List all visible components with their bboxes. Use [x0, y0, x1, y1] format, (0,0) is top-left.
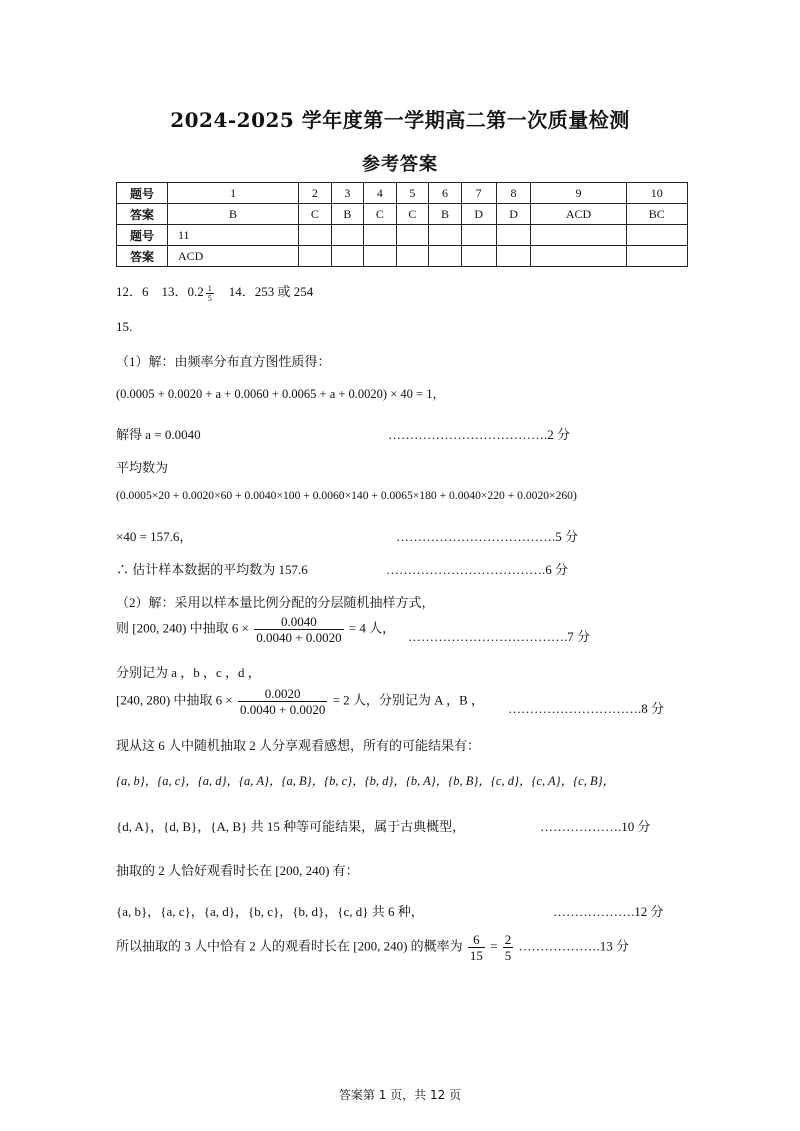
- table-cell: [331, 246, 364, 267]
- answer-q14: 14．253 或 254: [228, 284, 314, 299]
- draw1-suffix: = 4 人，: [348, 620, 396, 636]
- event-text: 抽取的 2 人恰好观看时长在 [200, 240) 有：: [116, 863, 359, 878]
- score-13: ……………….13 分: [518, 938, 630, 954]
- table-cell: C: [364, 204, 397, 225]
- fraction-numerator: 6: [468, 932, 485, 948]
- outcomes-line-1: {a, b}，{a, c}，{a, d}，{a, A}，{a, B}，{b, c}，{b, d}，{b, A}，{b, B}，{c, d}，{c, A}，{c, B}，: [116, 774, 616, 788]
- fraction-numerator: 2: [504, 932, 512, 947]
- table-cell: 10: [626, 183, 687, 204]
- table-cell: ACD: [531, 204, 626, 225]
- table-head-label: 题号: [117, 183, 168, 204]
- table-cell: [461, 246, 496, 267]
- probability-fraction-1: [468, 932, 485, 963]
- draw1-fraction: [254, 614, 343, 645]
- page-subtitle: 参考答案: [362, 154, 438, 175]
- table-cell: 3: [331, 183, 364, 204]
- table-cell: [429, 246, 462, 267]
- table-cell: D: [496, 204, 531, 225]
- draw2-prefix: [240, 280) 中抽取 6 ×: [116, 692, 233, 708]
- score-5: ……………………………….5 分: [396, 529, 579, 544]
- table-cell: [429, 225, 462, 246]
- fraction-denominator: 5: [207, 293, 212, 303]
- table-cell: [364, 225, 397, 246]
- mean-result: ×40 = 157.6，: [116, 529, 193, 544]
- table-cell: 11: [168, 225, 299, 246]
- label-abcd: 分别记为 a ，b ，c ，d ，: [116, 665, 261, 680]
- table-cell: [461, 225, 496, 246]
- score-10: ……………….10 分: [540, 819, 651, 834]
- fraction-denominator: 5: [504, 948, 512, 963]
- part1-intro: （1）解：由频率分布直方图性质得：: [116, 354, 331, 369]
- table-cell: [626, 225, 687, 246]
- fraction-numerator: 0.0020: [238, 686, 327, 702]
- equation-1: (0.0005 + 0.0020 + a + 0.0060 + 0.0065 + a + 0.0020) × 40 = 1，: [116, 387, 445, 401]
- table-cell: 8: [496, 183, 531, 204]
- answer-q12: 12．6: [116, 284, 149, 299]
- table-cell: [626, 246, 687, 267]
- table-cell: 2: [299, 183, 332, 204]
- table-row-numbers-2: [117, 225, 688, 246]
- table-row-answers-2: [117, 246, 688, 267]
- fill-in-answers: [116, 281, 313, 303]
- table-cell: [531, 225, 626, 246]
- table-cell: 7: [461, 183, 496, 204]
- draw2-fraction: [238, 686, 327, 717]
- mean-expression: (0.0005×20 + 0.0020×60 + 0.0040×100 + 0.0060×140 + 0.0065×180 + 0.0040×220 + 0.0020×260): [116, 489, 577, 502]
- table-cell: [364, 246, 397, 267]
- fraction-numerator: 1: [207, 283, 212, 293]
- draw-line-1: [116, 614, 395, 645]
- draw-line-2: [116, 686, 484, 717]
- part2-intro: （2）解：采用以样本量比例分配的分层随机抽样方式，: [116, 595, 435, 610]
- score-8: ………………………….8 分: [508, 701, 665, 716]
- table-cell: [496, 225, 531, 246]
- table-cell: 1: [168, 183, 299, 204]
- equals-sign: =: [490, 938, 498, 954]
- probability-fraction-2: [503, 932, 514, 963]
- table-cell: B: [168, 204, 299, 225]
- table-row-answers-1: [117, 204, 688, 225]
- score-7: ……………………………….7 分: [408, 629, 591, 644]
- table-cell: C: [396, 204, 429, 225]
- outcomes-line-2: {d, A}，{d, B}，{A, B} 共 15 种等可能结果，属于古典概型，: [116, 819, 466, 834]
- event-outcomes: {a, b}，{a, c}，{a, d}，{b, c}，{b, d}，{c, d} 共 6 种，: [116, 904, 424, 919]
- table-answer-label: 答案: [117, 246, 168, 267]
- score-2: ……………………………….2 分: [388, 427, 571, 442]
- table-cell: [331, 225, 364, 246]
- page-footer: 答案第 1 页，共 12 页: [338, 1088, 462, 1102]
- table-cell: 4: [364, 183, 397, 204]
- mean-label: 平均数为: [116, 460, 169, 475]
- table-cell: 5: [396, 183, 429, 204]
- mean-estimate: ∴ 估计样本数据的平均数为 157.6: [116, 562, 308, 577]
- table-cell: BC: [626, 204, 687, 225]
- table-cell: [496, 246, 531, 267]
- table-cell: 9: [531, 183, 626, 204]
- question-15-label: 15.: [116, 319, 133, 334]
- table-row-numbers-1: [117, 183, 688, 204]
- answer-q13-fraction: [206, 284, 214, 303]
- table-cell: C: [299, 204, 332, 225]
- fraction-numerator: 0.0040: [254, 614, 343, 630]
- table-cell: B: [429, 204, 462, 225]
- fraction-denominator: 0.0040 + 0.0020: [240, 702, 326, 717]
- choose-text: 现从这 6 人中随机抽取 2 人分享观看感想，所有的可能结果有：: [116, 738, 481, 753]
- table-head-label: 题号: [117, 225, 168, 246]
- table-cell: [299, 246, 332, 267]
- table-cell: ACD: [168, 246, 299, 267]
- table-cell: 6: [429, 183, 462, 204]
- solve-a: 解得 a = 0.0040: [116, 427, 201, 442]
- fraction-denominator: 0.0040 + 0.0020: [256, 630, 342, 645]
- table-cell: D: [461, 204, 496, 225]
- table-answer-label: 答案: [117, 204, 168, 225]
- answer-table: [116, 182, 688, 267]
- fraction-denominator: 15: [469, 948, 483, 963]
- table-cell: [299, 225, 332, 246]
- page-title: 2024-2025 学年度第一学期高二第一次质量检测: [170, 108, 630, 132]
- table-cell: [396, 225, 429, 246]
- answer-q13: 13．0.2: [161, 284, 204, 299]
- probability-prefix: 所以抽取的 3 人中恰有 2 人的观看时长在 [200, 240) 的概率为: [116, 938, 463, 954]
- draw2-suffix: = 2 人，分别记为 A ，B ，: [332, 692, 485, 708]
- draw1-prefix: 则 [200, 240) 中抽取 6 ×: [116, 620, 249, 636]
- table-cell: [531, 246, 626, 267]
- score-12: ……………….12 分: [553, 904, 664, 919]
- probability-line: [116, 932, 629, 963]
- table-cell: B: [331, 204, 364, 225]
- score-6: ……………………………….6 分: [386, 562, 569, 577]
- table-cell: [396, 246, 429, 267]
